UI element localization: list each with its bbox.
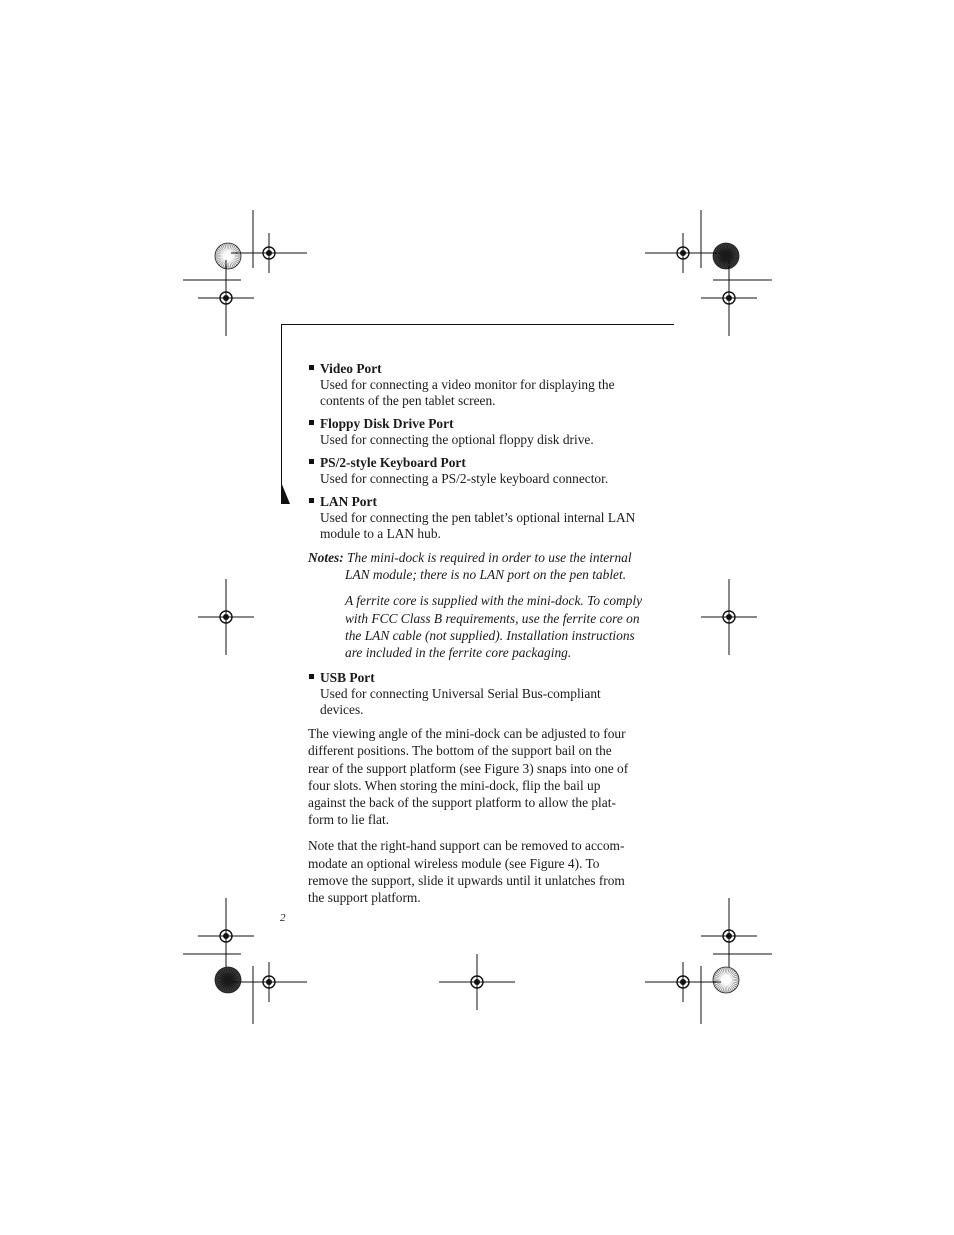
list-item-floppy-disk-drive-port [308,416,653,448]
bullet [309,498,314,503]
notes-block [308,549,653,661]
list-item-usb-port [308,670,653,718]
paragraph-line: modate an optional wireless module (see Figure 4). To [308,855,600,871]
paragraph-line: form to lie flat. [308,812,390,828]
page-number: 2 [280,912,286,924]
body-paragraph-right-hand-support [308,837,653,906]
bullet [309,674,314,679]
item-description-line: devices. [320,702,364,718]
item-description-line: module to a LAN hub. [320,526,441,541]
item-title: Floppy Disk Drive Port [320,416,454,431]
note-text: the LAN cable (not supplied). Installation instructions [345,627,635,643]
registration-target-dot [680,979,686,985]
paragraph-line: rear of the support platform (see Figure 3) snaps into one of [308,760,629,776]
registration-target-dot [223,933,229,939]
note-text: LAN module; there is no LAN port on the pen tablet. [345,567,627,583]
paragraph-line: against the back of the support platform to allow the plat- [308,795,616,811]
thumb-tab-marker [281,482,290,504]
registration-target-dot [680,250,686,256]
bullet [309,365,314,370]
note-first [308,549,653,583]
item-description-line: Used for connecting the optional floppy disk drive. [320,432,594,447]
registration-target-dot [726,614,732,620]
paragraph-line: Note that the right-hand support can be removed to accom- [308,838,625,854]
list-item-ps2-keyboard-port [308,455,653,487]
header-rule [281,324,674,325]
item-title: USB Port [320,670,375,686]
registration-target-dot [266,250,272,256]
list-item-lan-port [308,494,653,542]
paragraph-line: four slots. When storing the mini-dock, flip the bail up [308,777,601,793]
registration-target-dot [726,295,732,301]
item-title: Video Port [320,361,382,376]
item-title: PS/2-style Keyboard Port [320,455,466,470]
item-description-line: contents of the pen tablet screen. [320,393,496,408]
note-second [308,592,653,661]
registration-target-dot [726,933,732,939]
bullet [309,459,314,464]
body-paragraph-viewing-angle [308,725,653,828]
registration-target-dot [266,979,272,985]
item-description-line: Used for connecting Universal Serial Bus-compliant [320,686,601,702]
note-text: with FCC Class B requirements, use the ferrite core on [345,610,640,626]
list-item-video-port [308,361,653,409]
registration-target-dot [223,614,229,620]
registration-target-dot [474,979,480,985]
notes-label: Notes: [308,550,344,565]
margin-rule [281,324,282,484]
note-text: The mini-dock is required in order to use the internal [343,550,632,565]
item-description-line: Used for connecting the pen tablet’s optional internal LAN [320,510,636,525]
bullet [309,420,314,425]
item-description-line: Used for connecting a PS/2-style keyboard connector. [320,471,609,486]
page-body [308,361,653,906]
item-description-line: Used for connecting a video monitor for displaying the [320,377,615,392]
item-title: LAN Port [320,494,377,509]
paragraph-line: The viewing angle of the mini-dock can be adjusted to four [308,726,626,742]
registration-target-dot [223,295,229,301]
paragraph-line: the support platform. [308,890,421,906]
note-text: A ferrite core is supplied with the mini-dock. To comply [345,593,643,609]
paragraph-line: different positions. The bottom of the support bail on the [308,743,612,759]
note-text: are included in the ferrite core packaging. [345,645,572,661]
paragraph-line: remove the support, slide it upwards until it unlatches from [308,872,625,888]
